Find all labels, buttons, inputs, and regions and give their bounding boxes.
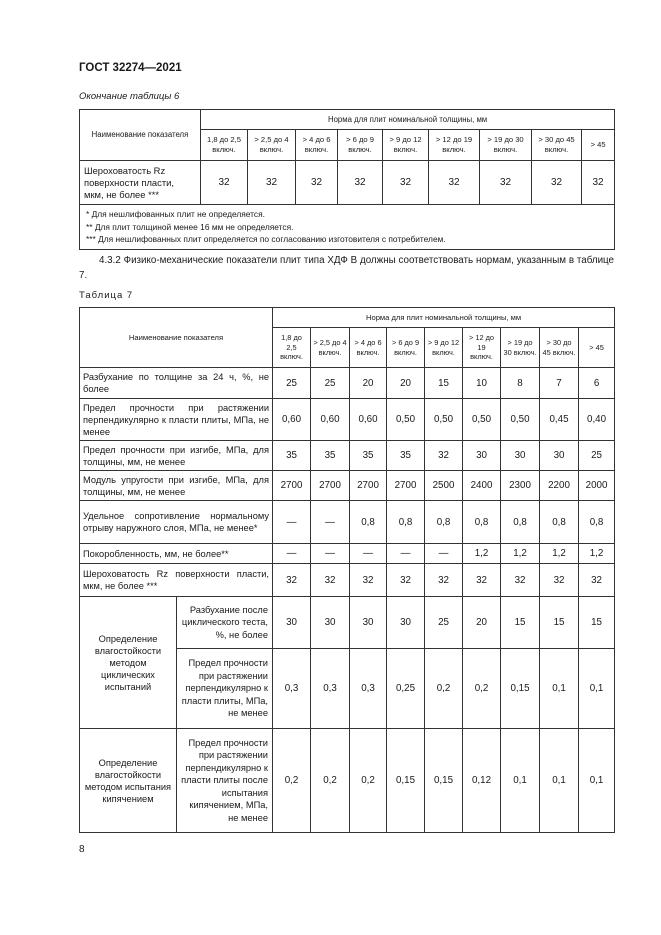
cell-value: 32: [540, 564, 579, 597]
group-name-cyclic: Определение влагостойкости методом циклических испытаний: [80, 597, 177, 729]
cell-value: 2200: [540, 471, 579, 501]
cell-value: —: [273, 544, 311, 564]
cell-value: 0,8: [425, 501, 463, 544]
cell-value: 0,60: [350, 399, 387, 441]
cell-value: 0,60: [273, 399, 311, 441]
cell-value: 25: [579, 441, 615, 471]
cell-value: 32: [273, 564, 311, 597]
table6-name-header: Наименование показателя: [80, 110, 201, 161]
cell-value: 32: [201, 161, 248, 205]
table7-col-header: > 6 до 9 включ.: [387, 328, 425, 368]
table6-col-header: > 6 до 9 включ.: [338, 130, 383, 161]
cell-value: 32: [338, 161, 383, 205]
cell-value: 30: [350, 597, 387, 649]
cell-value: 32: [501, 564, 540, 597]
table-row: [80, 564, 615, 597]
cell-value: 0,50: [425, 399, 463, 441]
cell-value: 2500: [425, 471, 463, 501]
cell-value: 1,2: [501, 544, 540, 564]
cell-value: 30: [273, 597, 311, 649]
cell-value: 0,50: [387, 399, 425, 441]
group-name-boiling: Определение влагостойкости методом испытания кипячением: [80, 729, 177, 833]
cell-value: 2300: [501, 471, 540, 501]
cell-value: 1,2: [579, 544, 615, 564]
table7-col-header: > 9 до 12 включ.: [425, 328, 463, 368]
table7-col-header: > 19 до 30 включ.: [501, 328, 540, 368]
cell-value: 0,2: [463, 649, 501, 729]
paragraph-4-3-2: 4.3.2 Физико-механические показатели плит типа ХДФ В должны соответствовать нормам, указанным в таблице 7.: [79, 255, 614, 281]
cell-value: 32: [387, 564, 425, 597]
cell-value: 1,2: [540, 544, 579, 564]
table-row: [80, 471, 615, 501]
document-header: ГОСТ 32274—2021: [79, 62, 182, 74]
row-name: Покоробленность, мм, не более**: [80, 544, 273, 564]
table6-norm-header: Норма для плит номинальной толщины, мм: [201, 110, 615, 130]
cell-value: 0,15: [501, 649, 540, 729]
table6-col-header: > 12 до 19 включ.: [429, 130, 480, 161]
cell-value: 15: [579, 597, 615, 649]
cell-value: —: [425, 544, 463, 564]
table7-col-header: > 12 до 19 включ.: [463, 328, 501, 368]
footnote: ** Для плит толщиной менее 16 мм не определяется.: [86, 221, 294, 232]
cell-value: 0,3: [311, 649, 350, 729]
cell-value: 30: [540, 441, 579, 471]
cell-value: 0,8: [350, 501, 387, 544]
cell-value: 32: [429, 161, 480, 205]
cell-value: 32: [579, 564, 615, 597]
cell-value: 0,25: [387, 649, 425, 729]
row-name: Удельное сопротивление нормальному отрыву наружного слоя, МПа, не менее*: [80, 501, 273, 544]
sub-row-name: Разбухание после циклического теста, %, не более: [177, 597, 273, 649]
cell-value: —: [387, 544, 425, 564]
cell-value: 32: [350, 564, 387, 597]
cell-value: 0,60: [311, 399, 350, 441]
table6-col-header: > 4 до 6 включ.: [296, 130, 338, 161]
cell-value: 15: [540, 597, 579, 649]
cell-value: 32: [425, 441, 463, 471]
cell-value: 15: [425, 368, 463, 399]
cell-value: 30: [501, 441, 540, 471]
table-row: [80, 368, 615, 399]
cell-value: 0,2: [311, 729, 350, 833]
table6-notes: [80, 205, 615, 250]
cell-value: —: [311, 501, 350, 544]
page-number: 8: [79, 844, 85, 855]
cell-value: 35: [350, 441, 387, 471]
cell-value: 32: [480, 161, 532, 205]
cell-value: 0,8: [463, 501, 501, 544]
cell-value: 0,8: [540, 501, 579, 544]
table-row: [80, 729, 615, 833]
cell-value: 32: [311, 564, 350, 597]
table6: [79, 109, 615, 250]
table6-col-header: > 2,5 до 4 включ.: [248, 130, 296, 161]
cell-value: 2000: [579, 471, 615, 501]
table6-col-header: > 30 до 45 включ.: [532, 130, 582, 161]
table7-col-header: > 45: [579, 328, 615, 368]
cell-value: 1,2: [463, 544, 501, 564]
cell-value: 0,45: [540, 399, 579, 441]
cell-value: 0,1: [540, 729, 579, 833]
cell-value: 0,2: [350, 729, 387, 833]
cell-value: —: [273, 501, 311, 544]
sub-row-name: Предел прочности при растяжении перпендикулярно к пласти плиты после испытания кипячением, МПа, не менее: [177, 729, 273, 833]
sub-row-name: Предел прочности при растяжении перпендикулярно к пласти плиты, МПа, не менее: [177, 649, 273, 729]
cell-value: 0,8: [501, 501, 540, 544]
cell-value: 0,15: [425, 729, 463, 833]
cell-value: 35: [273, 441, 311, 471]
cell-value: 0,2: [425, 649, 463, 729]
cell-value: 6: [579, 368, 615, 399]
cell-value: 32: [425, 564, 463, 597]
table-row: [80, 161, 615, 205]
cell-value: 7: [540, 368, 579, 399]
table7-col-header: 1,8 до 2,5 включ.: [273, 328, 311, 368]
cell-value: 20: [387, 368, 425, 399]
cell-value: 30: [311, 597, 350, 649]
cell-value: 35: [387, 441, 425, 471]
row-name: Шероховатость Rz поверхности пласти, мкм, не более ***: [80, 161, 201, 205]
cell-value: 2700: [311, 471, 350, 501]
table7-name-header: Наименование показателя: [80, 308, 273, 368]
cell-value: 2700: [273, 471, 311, 501]
table6-col-header: > 9 до 12 включ.: [383, 130, 429, 161]
cell-value: 30: [387, 597, 425, 649]
cell-value: 0,40: [579, 399, 615, 441]
row-name: Шероховатость Rz поверхности пласти, мкм, не более ***: [80, 564, 273, 597]
table7-col-header: > 4 до 6 включ.: [350, 328, 387, 368]
cell-value: 20: [350, 368, 387, 399]
table7: [79, 307, 615, 833]
cell-value: 25: [311, 368, 350, 399]
row-name: Предел прочности при растяжении перпендикулярно к пласти плиты, МПа, не менее: [80, 399, 273, 441]
footnote: * Для нешлифованных плит не определяется.: [86, 209, 265, 219]
cell-value: 32: [532, 161, 582, 205]
cell-value: 0,8: [387, 501, 425, 544]
cell-value: 35: [311, 441, 350, 471]
table7-norm-header: Норма для плит номинальной толщины, мм: [273, 308, 615, 328]
cell-value: 0,15: [387, 729, 425, 833]
row-name: Предел прочности при изгибе, МПа, для толщины, мм, не менее: [80, 441, 273, 471]
cell-value: 30: [463, 441, 501, 471]
cell-value: 0,1: [540, 649, 579, 729]
table-row: [80, 399, 615, 441]
cell-value: 2400: [463, 471, 501, 501]
row-name: Модуль упругости при изгибе, МПа, для толщины, мм, не менее: [80, 471, 273, 501]
table7-caption: Таблица 7: [79, 290, 134, 301]
table-row: [80, 597, 615, 649]
cell-value: 32: [296, 161, 338, 205]
cell-value: 0,2: [273, 729, 311, 833]
table7-col-header: > 30 до 45 включ.: [540, 328, 579, 368]
cell-value: 0,3: [350, 649, 387, 729]
table6-continuation-label: Окончание таблицы 6: [79, 91, 180, 102]
cell-value: 32: [248, 161, 296, 205]
table7-col-header: > 2,5 до 4 включ.: [311, 328, 350, 368]
table6-col-header: 1,8 до 2,5 включ.: [201, 130, 248, 161]
cell-value: 25: [425, 597, 463, 649]
table6-col-header: > 19 до 30 включ.: [480, 130, 532, 161]
footnote: *** Для нешлифованных плит определяется по согласованию изготовителя с потребителем.: [86, 234, 446, 244]
table6-col-header: > 45: [582, 130, 615, 161]
row-name: Разбухание по толщине за 24 ч, %, не более: [80, 368, 273, 399]
cell-value: 0,1: [579, 649, 615, 729]
cell-value: 0,3: [273, 649, 311, 729]
table-row: [80, 501, 615, 544]
cell-value: 32: [463, 564, 501, 597]
cell-value: 0,1: [579, 729, 615, 833]
cell-value: 15: [501, 597, 540, 649]
cell-value: 2700: [350, 471, 387, 501]
cell-value: 2700: [387, 471, 425, 501]
cell-value: 10: [463, 368, 501, 399]
cell-value: 20: [463, 597, 501, 649]
table-row: [80, 544, 615, 564]
cell-value: 32: [383, 161, 429, 205]
cell-value: 0,12: [463, 729, 501, 833]
cell-value: —: [311, 544, 350, 564]
cell-value: 0,1: [501, 729, 540, 833]
cell-value: 32: [582, 161, 615, 205]
table-row: [80, 441, 615, 471]
cell-value: 0,8: [579, 501, 615, 544]
cell-value: 0,50: [501, 399, 540, 441]
cell-value: 8: [501, 368, 540, 399]
cell-value: —: [350, 544, 387, 564]
cell-value: 25: [273, 368, 311, 399]
cell-value: 0,50: [463, 399, 501, 441]
